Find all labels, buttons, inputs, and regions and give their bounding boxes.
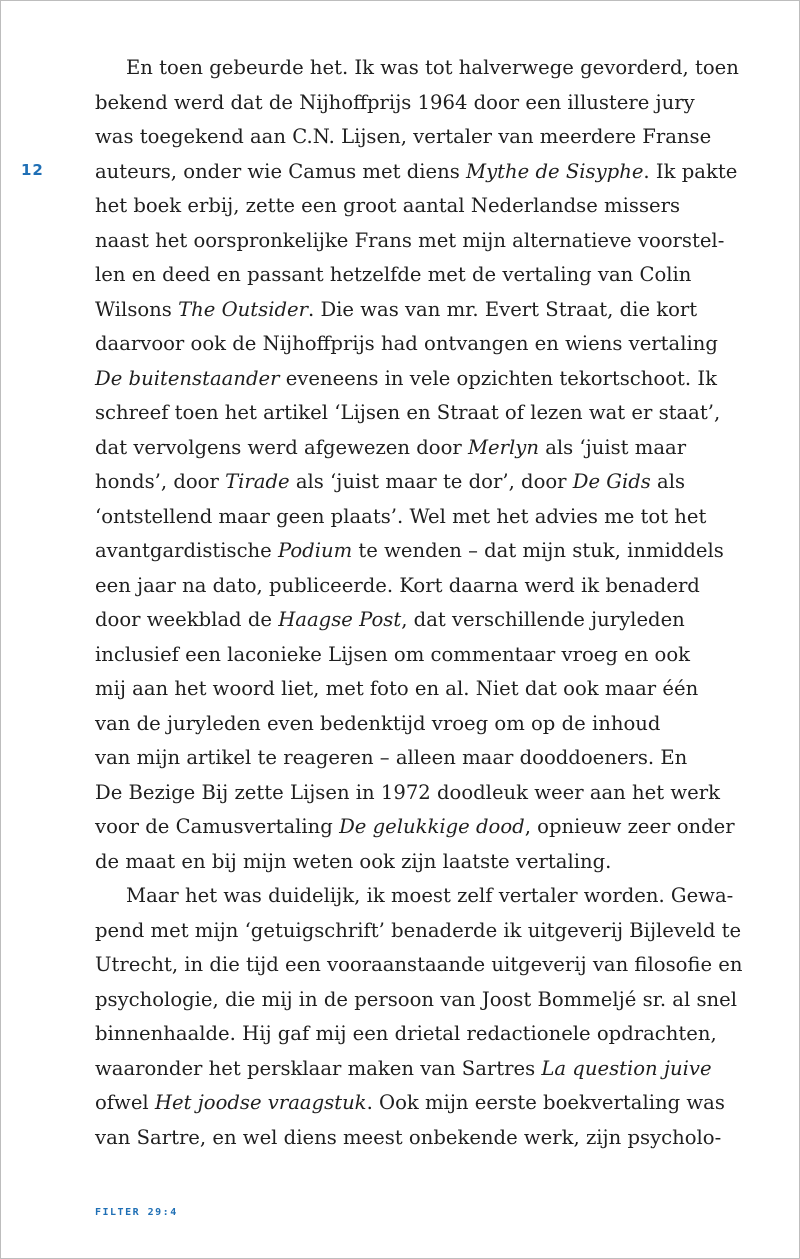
text-segment: eveneens in vele opzichten tekortschoot. Ik (279, 366, 717, 390)
text-segment: psychologie, die mij in de persoon van Joost Bommeljé sr. al snel (95, 987, 738, 1011)
text-segment: de maat en bij mijn weten ook zijn laatste vertaling. (95, 849, 612, 873)
text-segment: . Die was van mr. Evert Straat, die kort (308, 297, 698, 321)
text-segment: van mijn artikel te reageren – alleen maar dooddoeners. En (95, 746, 688, 769)
text-segment: als ‘juist maar te dor’, door (289, 470, 573, 493)
text-segment: als ‘juist maar (538, 435, 687, 459)
text-segment: Wilsons (95, 297, 179, 321)
text-line (95, 534, 724, 569)
text-line (95, 224, 725, 259)
text-segment: waaronder het persklaar maken van Sartres (95, 1056, 542, 1080)
text-line (95, 1017, 717, 1052)
text-segment: ‘ontstellend maar geen plaats’. Wel met het advies me tot het (95, 504, 707, 528)
text-segment: avantgardistische (95, 539, 278, 562)
text-segment: van Sartre, en wel diens meest onbekende werk, zijn psycholo- (95, 1125, 722, 1149)
text-line (95, 155, 738, 190)
text-line (95, 672, 707, 707)
text-line (95, 293, 707, 328)
text-segment: schreef toen het artikel ‘Lijsen en Straat of lezen wat er staat’, (95, 401, 721, 424)
text-line (95, 396, 721, 431)
text-segment: voor de Camusvertaling (95, 815, 340, 838)
text-line (95, 327, 718, 362)
text-segment: te wenden – dat mijn stuk, inmiddels (352, 539, 724, 562)
text-line (95, 603, 707, 638)
text-line (95, 258, 707, 293)
text-segment: honds’, door (95, 470, 226, 493)
text-segment: . Ik pakte (643, 159, 738, 183)
text-line (95, 362, 717, 397)
text-line (95, 845, 707, 880)
text-segment: , dat verschillende juryleden (401, 608, 685, 631)
italic-title: Het joodse vraagstuk (154, 1091, 367, 1114)
text-segment: En toen gebeurde het. Ik was tot halverwege gevorderd, toen (126, 56, 739, 79)
italic-title: The Outsider (178, 297, 308, 321)
text-line (95, 983, 738, 1018)
text-line (95, 120, 712, 155)
text-line (95, 569, 707, 604)
text-segment: dat vervolgens werd afgewezen door (95, 435, 468, 459)
text-segment: , opnieuw zeer onder (524, 815, 735, 838)
italic-title: Tirade (225, 470, 290, 493)
text-segment: binnenhaalde. Hij gaf mij een drietal redactionele opdrachten, (95, 1022, 717, 1045)
text-line (95, 51, 739, 86)
text-segment: pend met mijn ‘getuigschrift’ benaderde ik uitgeverij Bijleveld te (95, 918, 742, 942)
running-footer: FILTER 29:4 (95, 1207, 178, 1218)
text-line (95, 707, 707, 742)
italic-title: Haagse Post (278, 608, 402, 631)
text-line (95, 1086, 725, 1121)
text-line (95, 879, 734, 914)
italic-title: Podium (278, 539, 353, 562)
text-line (95, 638, 707, 673)
text-segment: een jaar na dato, publiceerde. Kort daarna werd ik benaderd (95, 573, 700, 597)
text-segment: daarvoor ook de Nijhoffprijs had ontvangen en wiens vertaling (95, 332, 718, 355)
text-segment: mij aan het woord liet, met foto en al. Niet dat ook maar één (95, 677, 699, 700)
text-segment: len en deed en passant hetzelfde met de vertaling van Colin (95, 263, 692, 286)
text-segment: van de juryleden even bedenktijd vroeg om op de inhoud (95, 711, 661, 735)
text-line (95, 810, 735, 845)
text-line (95, 914, 742, 949)
text-line (95, 1052, 712, 1087)
italic-title: La question juive (541, 1056, 712, 1080)
text-segment: Maar het was duidelijk, ik moest zelf vertaler worden. Gewa- (126, 884, 734, 907)
text-segment: inclusief een laconieke Lijsen om commentaar vroeg en ook (95, 642, 691, 666)
text-segment: bekend werd dat de Nijhoffprijs 1964 door een illustere jury (95, 90, 695, 114)
italic-title: De Gids (572, 470, 651, 493)
italic-title: Merlyn (467, 435, 539, 459)
body-text (95, 51, 743, 1155)
text-segment: auteurs, onder wie Camus met diens (95, 159, 467, 183)
text-line (95, 431, 707, 466)
text-segment: . Ook mijn eerste boekvertaling was (366, 1091, 725, 1114)
text-segment: ofwel (95, 1091, 155, 1114)
text-line (95, 465, 707, 500)
text-segment: was toegekend aan C.N. Lijsen, vertaler van meerdere Franse (95, 125, 712, 148)
text-line (95, 1121, 722, 1156)
italic-title: De buitenstaander (95, 366, 280, 390)
text-segment: het boek erbij, zette een groot aantal Nederlandse missers (95, 194, 681, 217)
text-segment: Utrecht, in die tijd een vooraanstaande uitgeverij van filosofie en (95, 953, 743, 976)
text-line (95, 948, 743, 983)
text-segment: naast het oorspronkelijke Frans met mijn alternatieve voorstel- (95, 228, 725, 252)
italic-title: De gelukkige dood (339, 815, 525, 838)
italic-title: Mythe de Sisyphe (466, 159, 644, 183)
text-line (95, 776, 720, 811)
text-segment: als (650, 470, 686, 493)
text-line (95, 189, 707, 224)
text-line (95, 500, 707, 535)
text-segment: De Bezige Bij zette Lijsen in 1972 doodleuk weer aan het werk (95, 780, 720, 804)
text-line (95, 741, 707, 776)
text-line (95, 86, 707, 121)
text-segment: door weekblad de (95, 608, 279, 631)
page-number: 12 (21, 161, 44, 179)
